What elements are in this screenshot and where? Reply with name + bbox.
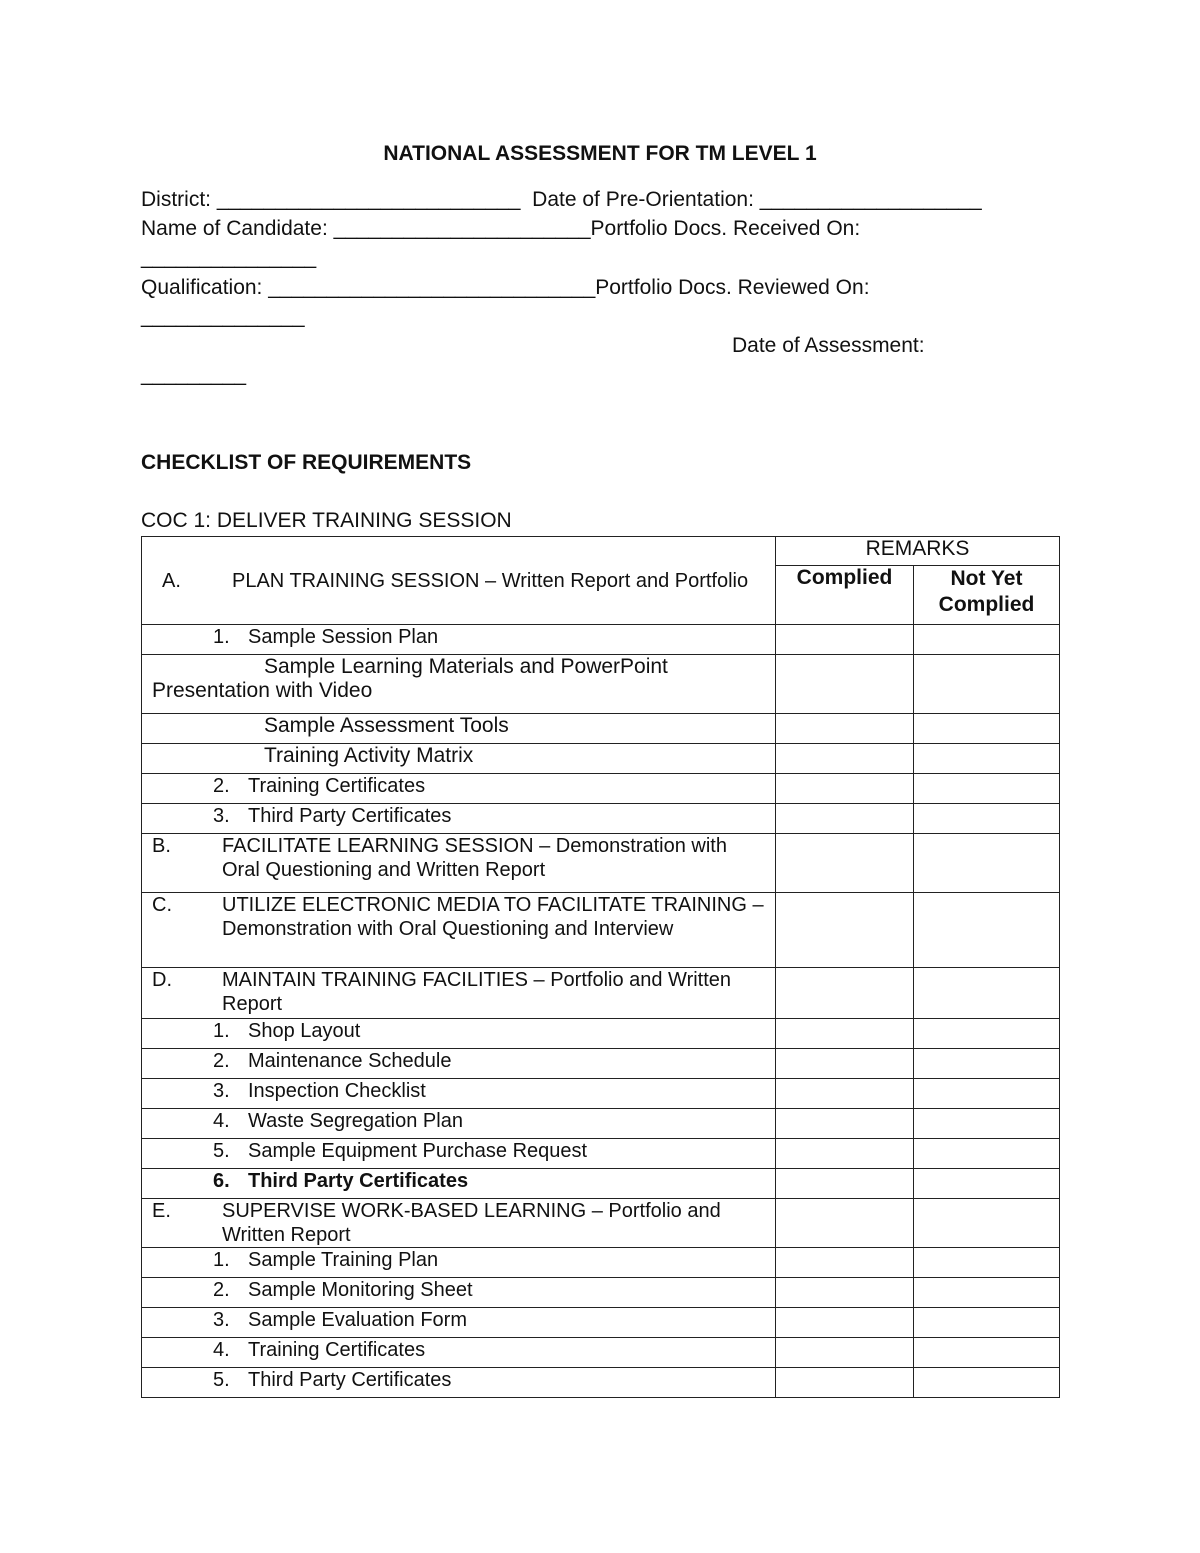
table-row [142, 968, 1060, 1019]
table-row [142, 1079, 1060, 1109]
row-number: 5. [213, 1369, 230, 1391]
row-number: 2. [213, 775, 230, 797]
received-date-blank: _______________ [141, 246, 317, 269]
not-yet-complied-cell[interactable] [914, 1049, 1060, 1079]
table-row [142, 1368, 1060, 1398]
qualification-reviewed-line: Qualification: ____________________________Portfolio Docs. Reviewed On: [141, 276, 870, 299]
row-number: 5. [213, 1140, 230, 1162]
row-text: FACILITATE LEARNING SESSION – Demonstration with Oral Questioning and Written Report [222, 835, 727, 881]
row-label [142, 1338, 776, 1368]
complied-cell[interactable] [776, 1139, 914, 1169]
complied-cell[interactable] [776, 744, 914, 774]
not-yet-complied-cell[interactable] [914, 1368, 1060, 1398]
complied-cell[interactable] [776, 1049, 914, 1079]
row-text: Third Party Certificates [248, 1170, 469, 1192]
row-label [142, 1109, 776, 1139]
row-number: 2. [213, 1050, 230, 1072]
row-number: 1. [213, 626, 230, 648]
table-row [142, 1199, 1060, 1248]
table-row [142, 1278, 1060, 1308]
row-text: Shop Layout [248, 1020, 361, 1042]
table-row [142, 625, 1060, 655]
not-yet-complied-cell[interactable] [914, 1109, 1060, 1139]
row-text: Sample Equipment Purchase Request [248, 1140, 588, 1162]
not-yet-complied-cell[interactable] [914, 968, 1060, 1019]
complied-cell[interactable] [776, 1308, 914, 1338]
row-text: Sample Training Plan [248, 1249, 439, 1271]
row-text: Sample Learning Materials and PowerPoint [264, 655, 668, 678]
reviewed-date-blank: ______________ [141, 305, 305, 328]
complied-cell[interactable] [776, 1079, 914, 1109]
complied-cell[interactable] [776, 714, 914, 744]
row-number: 1. [213, 1249, 230, 1271]
table-row [142, 1338, 1060, 1368]
not-yet-complied-cell[interactable] [914, 714, 1060, 744]
document-title: NATIONAL ASSESSMENT FOR TM LEVEL 1 [383, 142, 817, 165]
complied-cell[interactable] [776, 1199, 914, 1248]
complied-cell[interactable] [776, 655, 914, 714]
row-number: 4. [213, 1339, 230, 1361]
assessment-date-blank: _________ [141, 363, 247, 386]
coc-title: COC 1: DELIVER TRAINING SESSION [141, 509, 512, 532]
row-text: Third Party Certificates [248, 1369, 452, 1391]
section-letter: D. [152, 969, 172, 991]
table-row [142, 893, 1060, 968]
complied-cell[interactable] [776, 1169, 914, 1199]
table-row [142, 1049, 1060, 1079]
table-row [142, 1019, 1060, 1049]
complied-cell[interactable] [776, 1019, 914, 1049]
not-yet-complied-cell[interactable] [914, 893, 1060, 968]
remarks-header: REMARKS [776, 537, 1060, 566]
row-text: Sample Assessment Tools [264, 714, 509, 737]
complied-cell[interactable] [776, 774, 914, 804]
row-text: Sample Evaluation Form [248, 1309, 467, 1331]
table-row [142, 744, 1060, 774]
not-yet-complied-cell[interactable] [914, 1308, 1060, 1338]
row-label [142, 1368, 776, 1398]
row-label [142, 625, 776, 655]
row-number: 3. [213, 1080, 230, 1102]
row-label [142, 744, 776, 774]
section-letter: B. [152, 835, 171, 857]
complied-cell[interactable] [776, 1368, 914, 1398]
district-preorientation-line: District: __________________________ Date of Pre-Orientation: ___________________ [141, 188, 982, 211]
table-row [142, 834, 1060, 893]
table-row [142, 1308, 1060, 1338]
row-text: Inspection Checklist [248, 1080, 426, 1102]
row-label [142, 804, 776, 834]
complied-cell[interactable] [776, 1248, 914, 1278]
not-yet-complied-cell[interactable] [914, 774, 1060, 804]
not-yet-complied-cell[interactable] [914, 1169, 1060, 1199]
table-row [142, 1139, 1060, 1169]
row-text: Sample Monitoring Sheet [248, 1279, 473, 1301]
row-number: 4. [213, 1110, 230, 1132]
table-row [142, 655, 1060, 714]
row-label [142, 1049, 776, 1079]
not-yet-complied-cell[interactable] [914, 1248, 1060, 1278]
row-text: Sample Session Plan [248, 626, 439, 648]
not-yet-complied-cell[interactable] [914, 1278, 1060, 1308]
not-yet-complied-cell[interactable] [914, 1019, 1060, 1049]
row-label [142, 1308, 776, 1338]
section-letter: E. [152, 1200, 171, 1222]
row-label [142, 714, 776, 744]
row-label [142, 834, 776, 893]
section-heading: CHECKLIST OF REQUIREMENTS [141, 451, 472, 474]
complied-cell[interactable] [776, 1278, 914, 1308]
row-text: SUPERVISE WORK-BASED LEARNING – Portfolio and Written Report [222, 1200, 721, 1246]
row-text: Training Activity Matrix [264, 744, 474, 767]
row-text: UTILIZE ELECTRONIC MEDIA TO FACILITATE TRAINING – Demonstration with Oral Questioning and Interview [222, 894, 764, 940]
row-label [142, 774, 776, 804]
complied-cell[interactable] [776, 625, 914, 655]
section-letter: C. [152, 894, 172, 916]
not-yet-complied-cell[interactable] [914, 1079, 1060, 1109]
section-letter: A. [162, 569, 181, 592]
not-yet-complied-cell[interactable] [914, 804, 1060, 834]
table-row [142, 1109, 1060, 1139]
row-label [142, 1079, 776, 1109]
row-text-continued: Presentation with Video [152, 679, 373, 702]
table-row [142, 804, 1060, 834]
not-yet-complied-cell[interactable] [914, 1139, 1060, 1169]
complied-cell[interactable] [776, 893, 914, 968]
row-number: 6. [213, 1170, 230, 1192]
row-label [142, 655, 776, 714]
requirements-table [141, 536, 1060, 1398]
table-row [142, 774, 1060, 804]
row-label [142, 1139, 776, 1169]
section-title: PLAN TRAINING SESSION – Written Report and Portfolio [232, 569, 749, 592]
table-row [142, 1248, 1060, 1278]
row-number: 2. [213, 1279, 230, 1301]
row-label [142, 1169, 776, 1199]
complied-cell[interactable] [776, 804, 914, 834]
not-yet-complied-cell[interactable] [914, 655, 1060, 714]
row-text: Waste Segregation Plan [248, 1110, 463, 1132]
row-text: Maintenance Schedule [248, 1050, 452, 1072]
complied-cell[interactable] [776, 968, 914, 1019]
row-label [142, 1278, 776, 1308]
row-label [142, 1199, 776, 1248]
date-of-assessment-label: Date of Assessment: [732, 334, 925, 357]
not-yet-complied-cell[interactable] [914, 744, 1060, 774]
not-yet-complied-cell[interactable] [914, 834, 1060, 893]
table-head-description [142, 537, 776, 625]
complied-header: Complied [776, 566, 914, 625]
row-label [142, 1019, 776, 1049]
not-yet-complied-header: Not Yet Complied [914, 566, 1060, 625]
row-label [142, 968, 776, 1019]
row-text: MAINTAIN TRAINING FACILITIES – Portfolio and Written Report [222, 969, 732, 1015]
row-text: Training Certificates [248, 1339, 426, 1361]
table-row [142, 714, 1060, 744]
not-yet-complied-cell[interactable] [914, 1338, 1060, 1368]
complied-cell[interactable] [776, 834, 914, 893]
row-number: 3. [213, 805, 230, 827]
not-yet-complied-cell[interactable] [914, 1199, 1060, 1248]
complied-cell[interactable] [776, 1338, 914, 1368]
candidate-received-line: Name of Candidate: ______________________Portfolio Docs. Received On: [141, 217, 861, 240]
table-row [142, 1169, 1060, 1199]
not-yet-complied-cell[interactable] [914, 625, 1060, 655]
row-label [142, 1248, 776, 1278]
row-text: Training Certificates [248, 775, 426, 797]
row-number: 1. [213, 1020, 230, 1042]
row-number: 3. [213, 1309, 230, 1331]
complied-cell[interactable] [776, 1109, 914, 1139]
row-label [142, 893, 776, 968]
row-text: Third Party Certificates [248, 805, 452, 827]
